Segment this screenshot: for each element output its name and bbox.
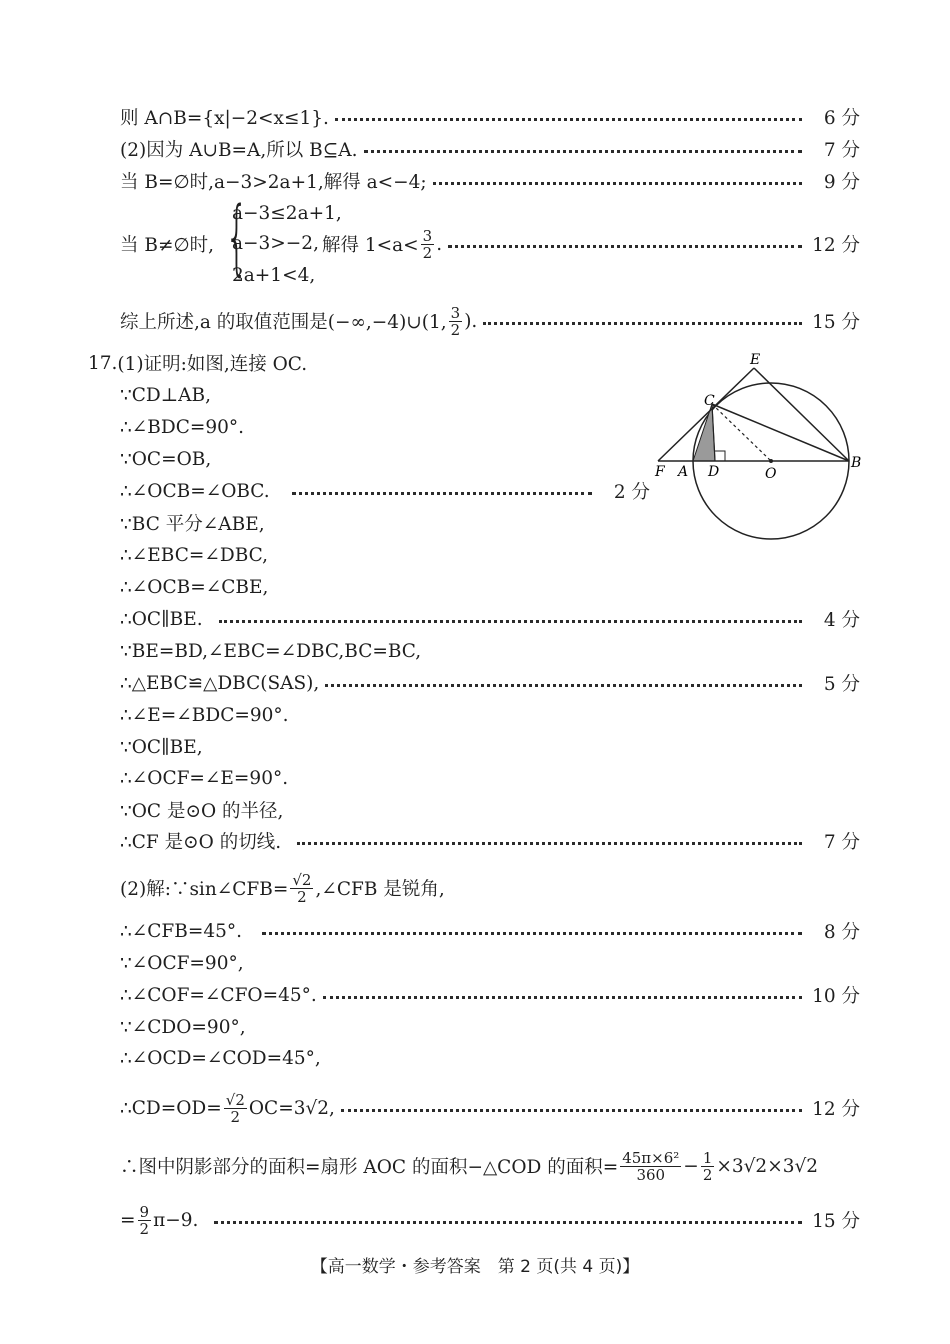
answer-line: ∴∠OCF=∠E=90°. [120,767,289,789]
answer-line: ∵∠CDO=90°, [120,1016,246,1038]
right-angle-mark [715,451,725,461]
answer-line: ∴OC∥BE. 4 分 [120,604,860,634]
score: 5 分 [823,674,860,695]
dot-leader [323,996,802,999]
score: 15 分 [812,1211,860,1232]
fraction: $\frac{3}{2}$ [422,226,433,262]
label-b: B [851,455,862,471]
point-o [769,459,773,463]
score: 8 分 [823,922,860,943]
answer-line: 当 B≠∅时, 解得 1<a< $\frac{3}{2}$ . 12 分 [120,226,860,262]
system-line-2: a−3>−2, [232,233,319,254]
answer-line: 则 A∩B={x|−2<x≤1}. 6 分 [120,102,860,132]
dot-leader [325,684,802,687]
label-f: F [655,464,665,480]
line-co [712,404,771,461]
system-brace: { [225,190,249,285]
answer-line: 综上所述,a 的取值范围是(−∞,−4)∪(1, $\frac{3}{2}$ ). 15 分 [120,303,860,339]
answer-line: ∴∠OCB=∠OBC. 2 分 [120,476,650,506]
fraction: $\frac{\text{45π×6²}}{360}$ [622,1148,680,1184]
answer-line: 当 B=∅时,a−3>2a+1,解得 a<−4; 9 分 [120,166,860,196]
label-d: D [708,464,720,480]
fraction: $\frac{1}{2}$ [702,1148,713,1184]
dot-leader [448,245,802,248]
answer-line: ∵BE=BD,∠EBC=∠DBC,BC=BC, [120,640,422,662]
fraction: $\frac{√2}{2}$ [225,1090,245,1126]
fraction: $\frac{3}{2}$ [450,303,461,339]
dot-leader [483,322,802,325]
system-line-1: a−3≤2a+1, [232,203,342,224]
answer-line: ∵∠OCF=90°, [120,952,244,974]
score: 6 分 [823,108,860,129]
score: 2 分 [613,482,650,503]
answer-line: (2)解:∵sin∠CFB= $\frac{√2}{2}$ ,∠CFB 是锐角, [120,870,445,906]
label-c: C [704,393,715,409]
score: 15 分 [812,312,860,333]
page-footer: 【高一数学・参考答案 第 2 页(共 4 页)】 [310,1257,640,1277]
dot-leader [335,118,802,121]
question-number: 17. (1)证明:如图,连接 OC. [88,352,308,375]
answer-line: ∴△EBC≌△DBC(SAS), 5 分 [120,668,860,698]
answer-line: = $\frac{9}{2}$ π−9. 15 分 [120,1202,860,1238]
answer-line: ∴∠OCB=∠CBE, [120,576,269,598]
label-o: O [765,466,777,482]
answer-line: ∴∠E=∠BDC=90°. [120,704,289,726]
dot-leader [297,842,802,845]
answer-line: ∵OC 是⊙O 的半径, [120,801,284,822]
answer-line: ∵OC=OB, [120,448,212,470]
answer-line: ∵OC∥BE, [120,736,203,758]
answer-line: (2)因为 A∪B=A,所以 B⊆A. 7 分 [120,134,860,164]
dot-leader [292,492,592,495]
label-e: E [750,352,761,368]
dot-leader [341,1109,802,1112]
score: 7 分 [823,140,860,161]
answer-line: ∴∠OCD=∠COD=45°, [120,1047,321,1069]
line-cb [712,404,849,461]
answer-line: ∴图中阴影部分的面积=扇形 AOC 的面积−△COD 的面积= $\frac{\text{45π×6²}}{360}$ − $\frac{1}{2}$ ×3√2×3√2 [120,1148,819,1184]
dot-leader [433,182,802,185]
answer-line: ∴CF 是⊙O 的切线. 7 分 [120,826,860,856]
score: 10 分 [812,986,860,1007]
score: 12 分 [812,235,860,256]
fraction: $\frac{√2}{2}$ [292,870,312,906]
answer-line: ∴∠BDC=90°. [120,416,245,438]
fraction: $\frac{9}{2}$ [139,1202,150,1238]
dot-leader [214,1221,802,1224]
line-eb [754,368,849,461]
answer-line: ∵BC 平分∠ABE, [120,514,265,535]
answer-line: ∴∠EBC=∠DBC, [120,544,269,566]
answer-line: ∴∠CFB=45°. 8 分 [120,916,860,946]
answer-line: ∴∠COF=∠CFO=45°. 10 分 [120,980,860,1010]
answer-line: ∴CD=OD= $\frac{√2}{2}$ OC=3√2, 12 分 [120,1090,860,1126]
geometry-figure [650,350,870,550]
score: 4 分 [823,610,860,631]
dot-leader [262,932,802,935]
label-a: A [678,464,689,480]
shaded-region [693,404,715,461]
system-line-3: 2a+1<4, [232,265,316,286]
score: 7 分 [823,832,860,853]
answer-line: ∵CD⊥AB, [120,384,211,406]
dot-leader [364,150,802,153]
score: 9 分 [823,172,860,193]
score: 12 分 [812,1099,860,1120]
dot-leader [219,620,802,623]
